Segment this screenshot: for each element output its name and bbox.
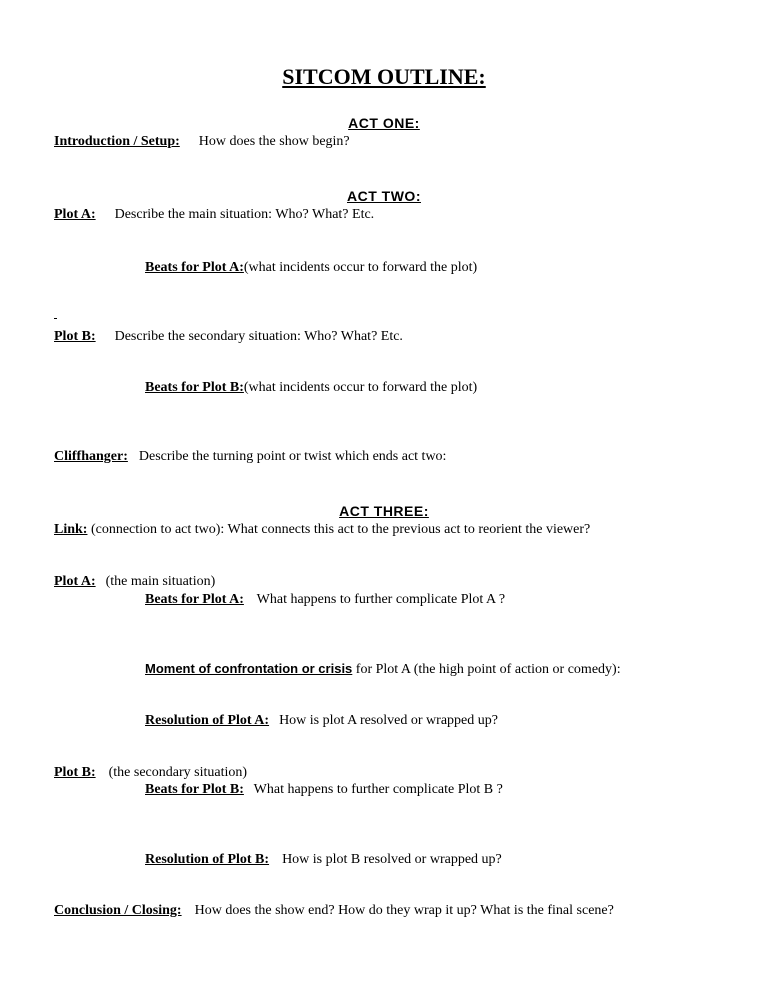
resolution-b-text: How is plot B resolved or wrapped up? (282, 852, 502, 867)
plot-b-line (54, 329, 403, 345)
resolution-a-label: Resolution of Plot A: (145, 713, 270, 728)
cliffhanger-label: Cliffhanger: (54, 449, 128, 464)
plot-a-recap-label: Plot A: (54, 574, 96, 589)
beats-b-act3-line (145, 782, 503, 798)
plot-b-recap-label: Plot B: (54, 765, 96, 780)
plot-a-text: Describe the main situation: Who? What? Etc. (114, 207, 375, 222)
plot-a-recap-text: (the main situation) (105, 574, 216, 589)
intro-label: Introduction / Setup: (54, 134, 180, 149)
plot-a-recap-line (54, 574, 215, 590)
moment-line (145, 661, 621, 678)
plot-b-label: Plot B: (54, 329, 96, 344)
resolution-b-label: Resolution of Plot B: (145, 852, 270, 867)
plot-b-recap-text: (the secondary situation) (108, 765, 248, 780)
moment-text: for Plot A (the high point of action or comedy): (355, 662, 621, 677)
cliffhanger-text: Describe the turning point or twist which ends act two: (138, 449, 447, 464)
resolution-b-line (145, 852, 502, 868)
link-text: (connection to act two): What connects this act to the previous act to reorient the viewer? (90, 522, 591, 537)
moment-label: Moment of confrontation or crisis (145, 661, 353, 676)
beats-b-text: (what incidents occur to forward the plot) (243, 380, 478, 395)
plot-a-label: Plot A: (54, 207, 96, 222)
plot-a-line (54, 207, 374, 223)
page-title: SITCOM OUTLINE: (282, 64, 486, 89)
beats-a-act3-line (145, 592, 505, 608)
resolution-a-text: How is plot A resolved or wrapped up? (279, 713, 498, 728)
link-line (54, 522, 590, 538)
cliffhanger-line (54, 449, 446, 465)
beats-b-label: Beats for Plot B: (145, 380, 244, 395)
plot-b-recap-line (54, 765, 247, 781)
beats-b-line (145, 380, 477, 396)
beats-b-act3-label: Beats for Plot B: (145, 782, 244, 797)
act-two-heading: ACT TWO: (347, 188, 421, 204)
beats-a-line (145, 260, 477, 276)
intro-text: How does the show begin? (198, 134, 350, 149)
stray-mark (54, 318, 57, 319)
conclusion-line (54, 903, 614, 919)
beats-b-act3-text: What happens to further complicate Plot B ? (253, 782, 503, 797)
resolution-a-line (145, 713, 498, 729)
plot-b-text: Describe the secondary situation: Who? What? Etc. (114, 329, 403, 344)
beats-a-label: Beats for Plot A: (145, 260, 244, 275)
intro-line (54, 134, 350, 150)
beats-a-act3-label: Beats for Plot A: (145, 592, 244, 607)
beats-a-text: (what incidents occur to forward the plot) (243, 260, 478, 275)
act-three-heading: ACT THREE: (339, 503, 429, 519)
conclusion-text: How does the show end? How do they wrap it up? What is the final scene? (194, 903, 614, 918)
conclusion-label: Conclusion / Closing: (54, 903, 182, 918)
link-label: Link: (54, 522, 88, 537)
act-one-heading: ACT ONE: (348, 115, 420, 131)
beats-a-act3-text: What happens to further complicate Plot A ? (256, 592, 506, 607)
